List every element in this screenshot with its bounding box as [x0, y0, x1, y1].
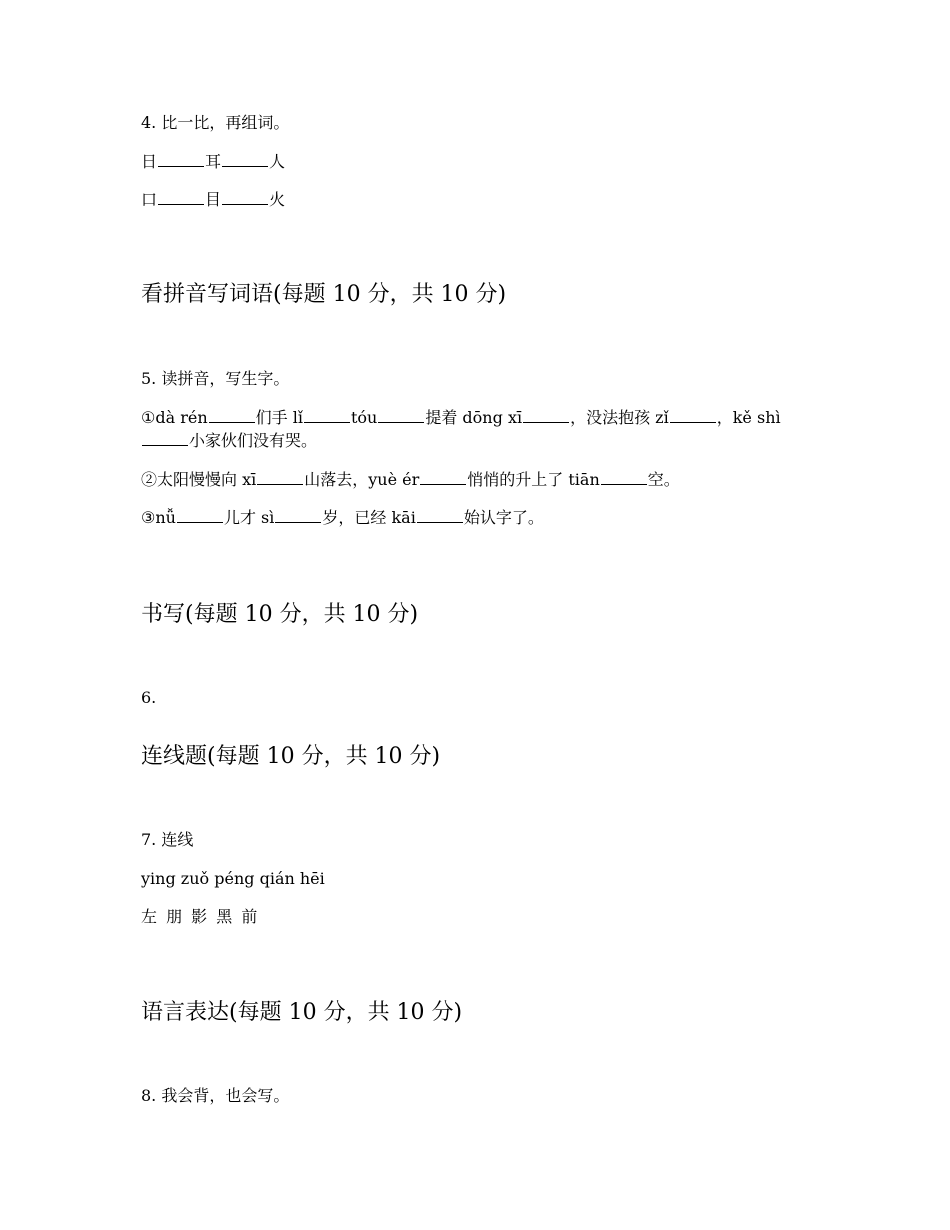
- section-heading-pinyin: 看拼音写词语(每题 10 分，共 10 分): [141, 282, 507, 307]
- char: 火: [269, 190, 286, 209]
- answer-blank[interactable]: [222, 150, 268, 167]
- section-heading-writing: 书写(每题 10 分，共 10 分): [141, 602, 419, 627]
- question-7-chars-row: 左 朋 影 黑 前: [141, 907, 258, 926]
- answer-blank[interactable]: [158, 188, 204, 205]
- question-6-title: 6.: [141, 688, 157, 707]
- section-heading-matching: 连线题(每题 10 分，共 10 分): [141, 744, 441, 769]
- answer-blank[interactable]: [378, 406, 424, 423]
- char: 目: [205, 190, 222, 209]
- question-5-sentence-1: ①dà rén 们手 lǐ tóu 提着 dōng xī ，没法抱孩 zǐ ，kě shì小家伙们没有哭。: [141, 408, 781, 450]
- section-heading-expression: 语言表达(每题 10 分，共 10 分): [141, 1000, 463, 1025]
- answer-blank[interactable]: [601, 468, 647, 485]
- answer-blank[interactable]: [275, 506, 321, 523]
- answer-blank[interactable]: [222, 188, 268, 205]
- question-5-sentence-3: ③nǚ 儿才 sì 岁，已经 kāi 始认字了。: [141, 508, 544, 527]
- answer-blank[interactable]: [177, 506, 223, 523]
- answer-blank[interactable]: [257, 468, 303, 485]
- answer-blank[interactable]: [304, 406, 350, 423]
- answer-blank[interactable]: [523, 406, 569, 423]
- char: 日: [141, 152, 158, 171]
- question-8-title: 8. 我会背，也会写。: [141, 1086, 290, 1105]
- question-7-title: 7. 连线: [141, 830, 194, 849]
- answer-blank[interactable]: [417, 506, 463, 523]
- question-5-sentence-2: ②太阳慢慢向 xī 山落去，yuè ér 悄悄的升上了 tiān 空。: [141, 470, 680, 489]
- question-4-row-1: [141, 150, 830, 173]
- question-4-title: 4. 比一比，再组词。: [141, 113, 290, 132]
- char: 耳: [205, 152, 222, 171]
- question-4-row-2: [141, 188, 830, 211]
- char: 人: [269, 152, 286, 171]
- question-7-pinyin-row: ying zuǒ péng qián hēi: [141, 869, 325, 888]
- char: 口: [141, 190, 158, 209]
- answer-blank[interactable]: [209, 406, 255, 423]
- answer-blank[interactable]: [158, 150, 204, 167]
- question-5-title: 5. 读拼音，写生字。: [141, 369, 290, 388]
- answer-blank[interactable]: [420, 468, 466, 485]
- answer-blank[interactable]: [670, 406, 716, 423]
- answer-blank[interactable]: [142, 429, 188, 446]
